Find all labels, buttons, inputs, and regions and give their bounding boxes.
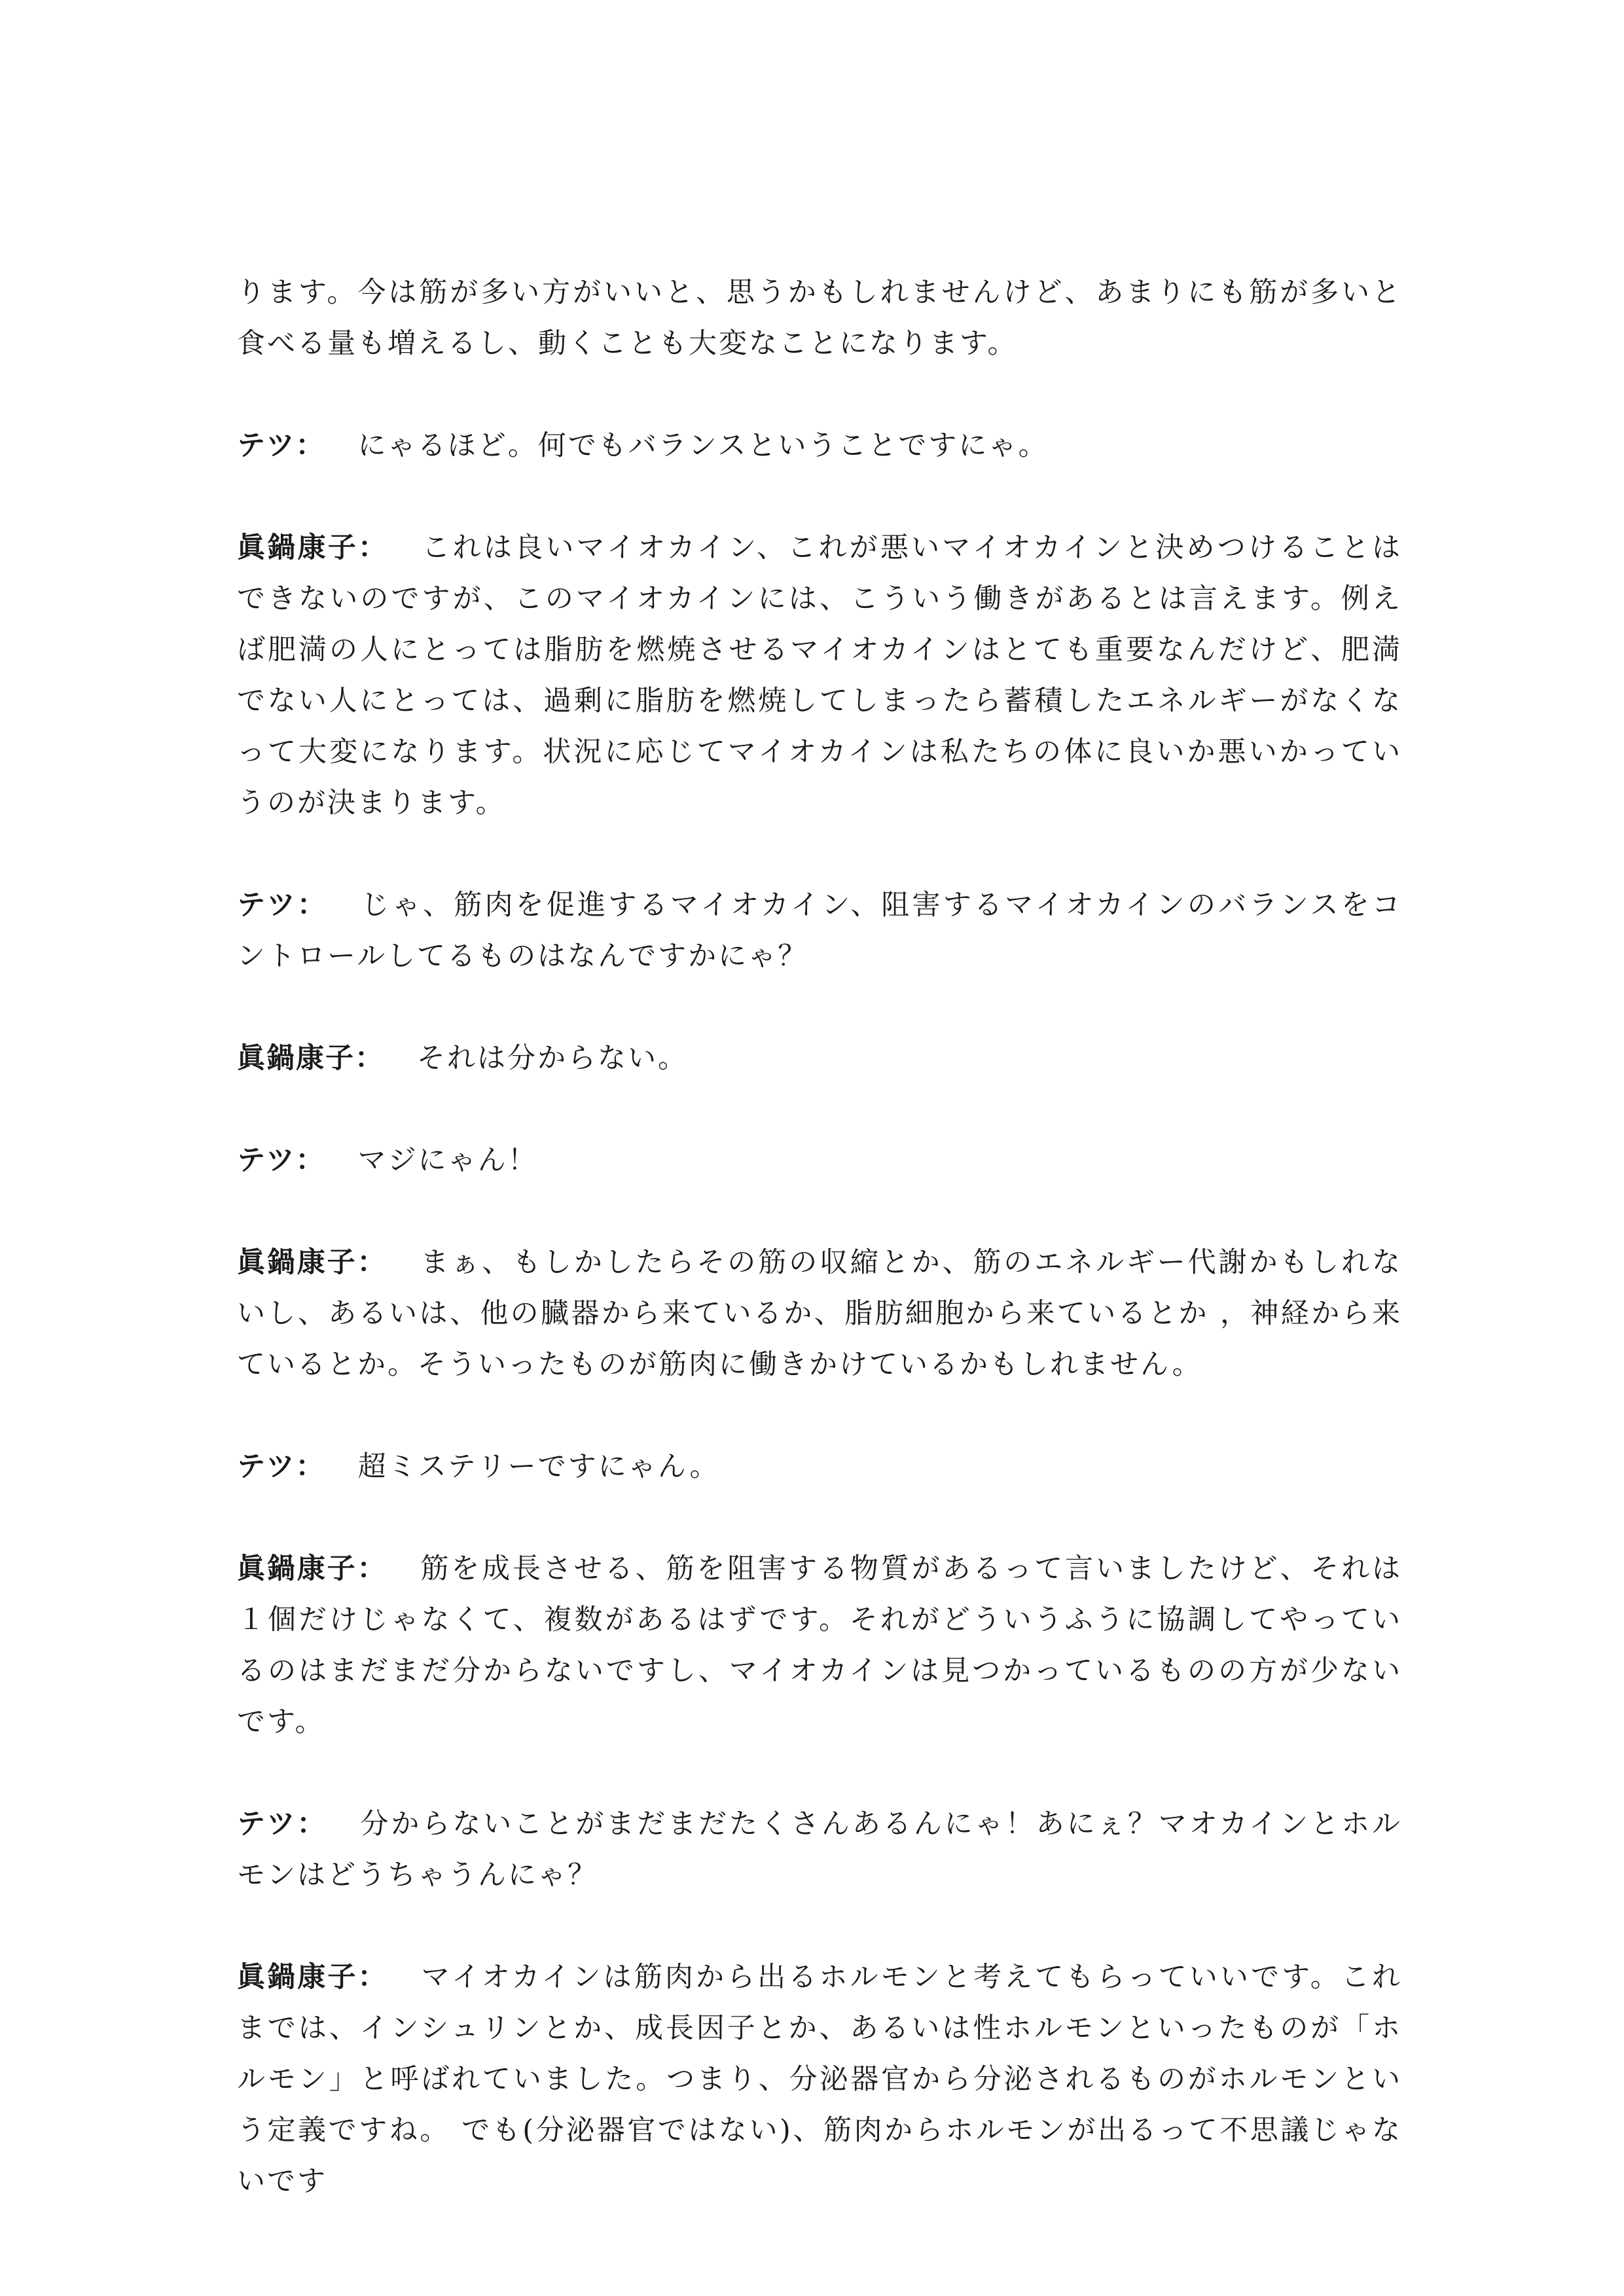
paragraph-text: それは分からない。 xyxy=(417,1042,688,1075)
paragraph-text: ります。今は筋が多い方がいいと、思うかもしれませんけど、あまりにも筋が多いと食べる量も増えるし、動くことも大変なことになります。 xyxy=(237,276,1402,360)
speaker-name: テツ： xyxy=(237,429,325,462)
speaker-name: テツ： xyxy=(237,1450,325,1483)
paragraph-text: 分からないことがまだまだたくさんあるんにゃ！あにぇ？マオカインとホルモンはどうちゃうんにゃ？ xyxy=(237,1808,1402,1892)
paragraph-text: 筋を成長させる、筋を阻害する物質があるって言いましたけど、それは１個だけじゃなくて、複数があるはずです。それがどういうふうに協調してやっているのはまだまだ分からないですし、マイオカインは見つかっているものの方が少ないです。 xyxy=(237,1552,1403,1738)
speaker-name: 眞鍋康子： xyxy=(237,1246,388,1279)
paragraph-text: マジにゃん！ xyxy=(357,1144,538,1177)
dialogue-body xyxy=(237,267,1402,2258)
paragraph-text: じゃ、筋肉を促進するマイオカイン、阻害するマイオカインのバランスをコントロールしてるものはなんですかにゃ？ xyxy=(237,889,1403,973)
speaker-name: 眞鍋康子： xyxy=(237,1552,388,1585)
dialogue-paragraph xyxy=(237,1135,1402,1186)
dialogue-paragraph xyxy=(237,522,1402,829)
speaker-name: テツ： xyxy=(237,1144,325,1177)
paragraph-text: まぁ、もしかしたらその筋の収縮とか、筋のエネルギー代謝かもしれないし、あるいは、他の臓器から来ているか、脂肪細胞から来ているとか ，神経から来ているとか。そういったものが筋肉に働きかけているかもしれません。 xyxy=(237,1246,1403,1381)
paragraph-text: 超ミステリーですにゃん。 xyxy=(357,1450,720,1483)
paragraph-text: にゃるほど。何でもバランスということですにゃ。 xyxy=(357,429,1049,462)
dialogue-paragraph xyxy=(237,1952,1402,2207)
dialogue-paragraph xyxy=(237,267,1402,369)
dialogue-paragraph xyxy=(237,1033,1402,1084)
paragraph-text: マイオカインは筋肉から出るホルモンと考えてもらっていいです。これまでは、インシュリンとか、成長因子とか、あるいは性ホルモンといったものが「ホルモン」と呼ばれていました。つまり、分泌器官から分泌されるものがホルモンという定義ですね。 でも(分泌器官ではない)、筋肉からホルモンが出るって不思議じゃないです xyxy=(237,1961,1402,2198)
dialogue-paragraph xyxy=(237,1799,1402,1901)
paragraph-text: これは良いマイオカイン、これが悪いマイオカインと決めつけることはできないのですが、このマイオカインには、こういう働きがあるとは言えます。例えば肥満の人にとっては脂肪を燃焼させるマイオカインはとても重要なんだけど、肥満でない人にとっては、過剰に脂肪を燃焼してしまったら蓄積したエネルギーがなくなって大変になります。状況に応じてマイオカインは私たちの体に良いか悪いかっていうのが決まります。 xyxy=(237,531,1402,819)
dialogue-paragraph xyxy=(237,880,1402,982)
speaker-name: テツ： xyxy=(237,889,328,922)
speaker-name: 眞鍋康子： xyxy=(237,531,389,564)
dialogue-paragraph xyxy=(237,1543,1402,1748)
speaker-name: 眞鍋康子： xyxy=(237,1042,384,1075)
dialogue-paragraph xyxy=(237,1441,1402,1492)
dialogue-paragraph xyxy=(237,420,1402,471)
speaker-name: 眞鍋康子： xyxy=(237,1961,388,1994)
dialogue-paragraph xyxy=(237,1237,1402,1390)
speaker-name: テツ： xyxy=(237,1808,327,1840)
